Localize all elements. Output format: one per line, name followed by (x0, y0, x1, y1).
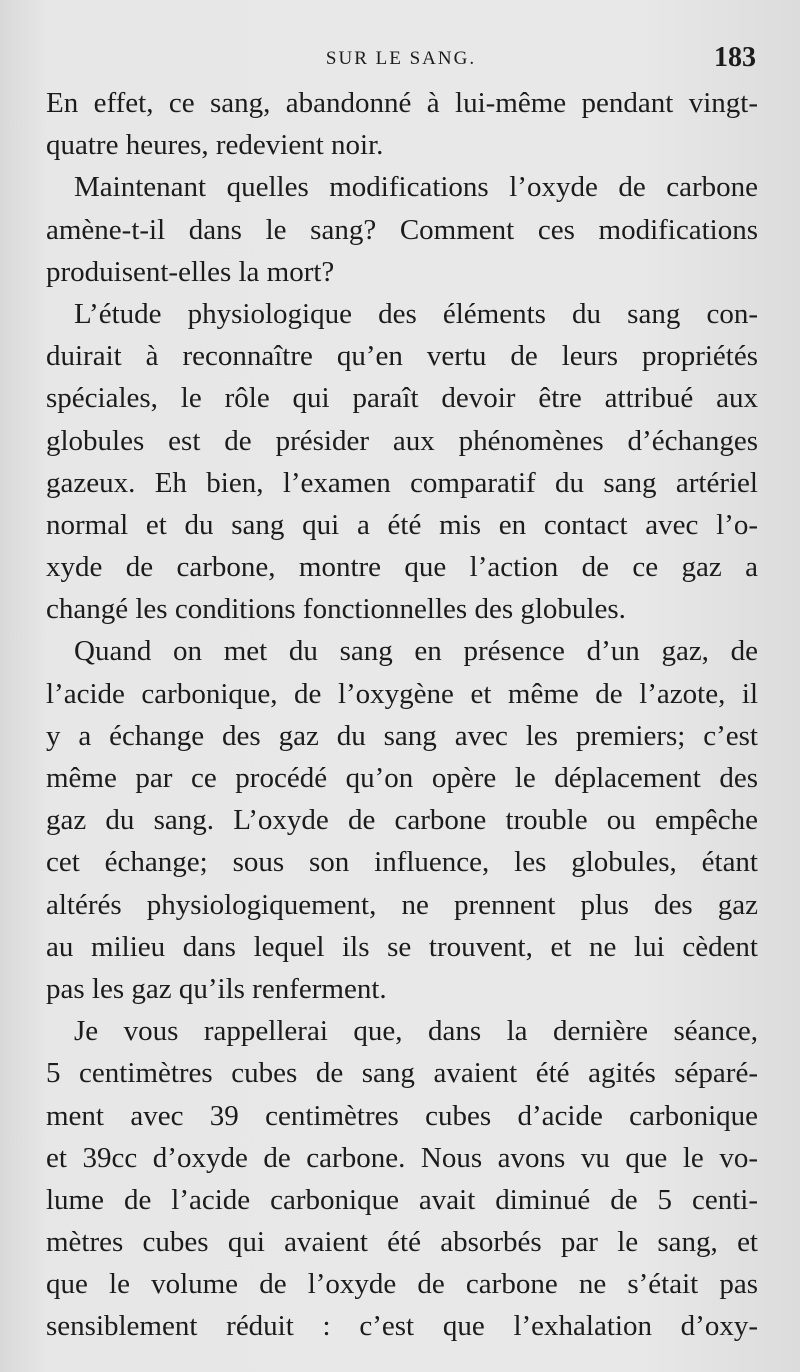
text-line: cet échange; sous son influence, les globules, étant (46, 846, 758, 879)
text-line: Maintenant quelles modifications l’oxyde de carbone (74, 171, 758, 204)
text-line: changé les conditions fonctionnelles des globules. (46, 593, 626, 626)
text-line: L’étude physiologique des éléments du sang con- (74, 297, 758, 330)
text-line: Quand on met du sang en présence d’un gaz, de (74, 635, 758, 668)
text-line: spéciales, le rôle qui paraît devoir être attribué aux (46, 382, 758, 415)
text-line: gazeux. Eh bien, l’examen comparatif du sang artériel (46, 466, 758, 499)
text-line: altérés physiologiquement, ne prennent plus des gaz (46, 888, 758, 921)
page-header (46, 42, 756, 82)
text-line: ment avec 39 centimètres cubes d’acide carbonique (46, 1099, 758, 1132)
page-number: 183 (714, 42, 756, 73)
text-line: lume de l’acide carbonique avait diminué de 5 centi- (46, 1183, 758, 1216)
text-line: normal et du sang qui a été mis en contact avec l’o- (46, 508, 758, 541)
running-head: SUR LE SANG. (325, 48, 477, 69)
text-line: 5 centimètres cubes de sang avaient été agités séparé- (46, 1057, 758, 1090)
text-line: produisent-elles la mort? (46, 255, 335, 288)
body-text (46, 82, 758, 1348)
text-line: globules est de présider aux phénomènes d’échanges (46, 424, 758, 457)
text-line: Je vous rappellerai que, dans la dernière séance, (74, 1015, 758, 1048)
text-line: même par ce procédé qu’on opère le déplacement des (46, 762, 758, 794)
text-line: amène-t-il dans le sang? Comment ces modifications (46, 213, 758, 246)
text-line: mètres cubes qui avaient été absorbés par le sang, et (46, 1226, 758, 1259)
text-line: sensiblement réduit : c’est que l’exhalation d’oxy- (46, 1310, 758, 1343)
text-line: et 39cc d’oxyde de carbone. Nous avons vu que le vo- (46, 1141, 758, 1174)
text-line: au milieu dans lequel ils se trouvent, et ne lui cèdent (46, 930, 758, 963)
text-line: l’acide carbonique, de l’oxygène et même de l’azote, il (46, 677, 758, 710)
text-line: que le volume de l’oxyde de carbone ne s’était pas (46, 1268, 758, 1301)
text-line: pas les gaz qu’ils renferment. (46, 972, 387, 1005)
text-line: En effet, ce sang, abandonné à lui-même pendant vingt- (46, 87, 758, 119)
text-line: y a échange des gaz du sang avec les premiers; c’est (46, 719, 758, 752)
text-line: quatre heures, redevient noir. (46, 129, 384, 162)
text-line: xyde de carbone, montre que l’action de ce gaz a (46, 551, 758, 584)
text-line: duirait à reconnaître qu’en vertu de leurs propriétés (46, 340, 758, 373)
text-line: gaz du sang. L’oxyde de carbone trouble ou empêche (46, 804, 758, 837)
